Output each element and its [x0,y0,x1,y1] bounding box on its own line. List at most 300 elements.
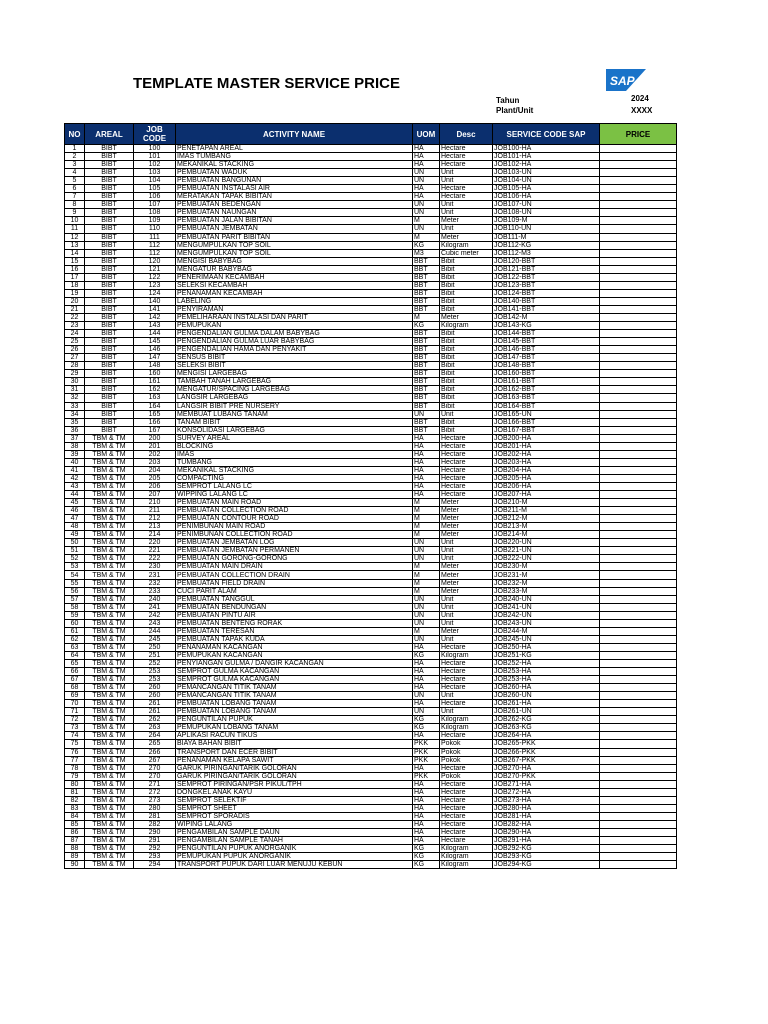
column-header-job-code: JOB CODE [134,124,176,145]
cell-price [600,531,677,539]
cell-uom: KG [413,716,440,724]
table-row [65,692,677,700]
cell-no: 27 [65,354,85,362]
cell-job-code: 142 [134,313,176,321]
cell-activity-name: PEMBUATAN INSTALASI AIR [176,185,413,193]
svg-text:SAP: SAP [610,74,635,88]
cell-activity-name: SEMPROT SELEKTIF [176,796,413,804]
cell-uom: HA [413,684,440,692]
table-row [65,676,677,684]
cell-activity-name: GARUK PIRINGAN/TARIK GOLORAN [176,764,413,772]
cell-uom: BBT [413,394,440,402]
cell-uom: BBT [413,281,440,289]
cell-service-code: JOB233-M [493,587,600,595]
cell-uom: BBT [413,362,440,370]
cell-areal: TBM & TM [85,491,134,499]
cell-uom: M [413,523,440,531]
cell-desc: Meter [440,515,493,523]
cell-price [600,748,677,756]
cell-service-code: JOB141-BBT [493,305,600,313]
cell-activity-name: PENANAMAN KACANGAN [176,643,413,651]
cell-activity-name: DONGKEL ANAK KAYU [176,788,413,796]
cell-service-code: JOB282-HA [493,820,600,828]
table-row [65,257,677,265]
table-row [65,386,677,394]
cell-areal: BIBT [85,209,134,217]
cell-service-code: JOB112-KG [493,241,600,249]
cell-no: 51 [65,547,85,555]
cell-no: 64 [65,651,85,659]
cell-job-code: 111 [134,233,176,241]
cell-areal: TBM & TM [85,684,134,692]
cell-activity-name: PENGENDALIAN GULMA DALAM BABYBAG [176,330,413,338]
cell-price [600,442,677,450]
cell-no: 21 [65,305,85,313]
cell-uom: HA [413,788,440,796]
cell-areal: TBM & TM [85,764,134,772]
cell-service-code: JOB109-M [493,217,600,225]
cell-job-code: 260 [134,692,176,700]
cell-uom: M [413,571,440,579]
table-row [65,555,677,563]
cell-price [600,692,677,700]
cell-no: 36 [65,426,85,434]
cell-areal: TBM & TM [85,499,134,507]
cell-price [600,756,677,764]
column-header-no: NO [65,124,85,145]
cell-job-code: 112 [134,249,176,257]
cell-price [600,732,677,740]
table-row [65,499,677,507]
cell-job-code: 262 [134,716,176,724]
cell-no: 19 [65,289,85,297]
cell-desc: Bibit [440,289,493,297]
cell-activity-name: PEMBUATAN GORONG-GORONG [176,555,413,563]
cell-uom: HA [413,466,440,474]
cell-areal: BIBT [85,289,134,297]
cell-service-code: JOB272-HA [493,788,600,796]
cell-service-code: JOB110-UN [493,225,600,233]
cell-areal: TBM & TM [85,651,134,659]
cell-activity-name: PEMBUATAN MAIN ROAD [176,499,413,507]
table-row [65,748,677,756]
cell-desc: Hectare [440,442,493,450]
cell-service-code: JOB100-HA [493,145,600,153]
cell-service-code: JOB102-HA [493,161,600,169]
cell-no: 88 [65,845,85,853]
cell-service-code: JOB260-UN [493,692,600,700]
table-row [65,322,677,330]
cell-areal: TBM & TM [85,434,134,442]
table-row [65,378,677,386]
cell-service-code: JOB263-KG [493,724,600,732]
cell-activity-name: PENGAMBILAN SAMPLE DAUN [176,828,413,836]
cell-desc: Bibit [440,273,493,281]
cell-job-code: 110 [134,225,176,233]
cell-activity-name: PEMBUATAN JALAN BIBITAN [176,217,413,225]
cell-activity-name: SEMPROT GULMA KACANGAN [176,676,413,684]
table-row [65,660,677,668]
cell-activity-name: SEMPROT LALANG LC [176,482,413,490]
cell-price [600,804,677,812]
cell-desc: Unit [440,708,493,716]
cell-activity-name: PEMUPUKAN KACANGAN [176,651,413,659]
cell-uom: UN [413,692,440,700]
table-row [65,153,677,161]
cell-uom: M [413,587,440,595]
cell-desc: Hectare [440,153,493,161]
cell-price [600,450,677,458]
cell-service-code: JOB291-HA [493,837,600,845]
cell-job-code: 232 [134,579,176,587]
cell-job-code: 107 [134,201,176,209]
cell-service-code: JOB250-HA [493,643,600,651]
cell-no: 14 [65,249,85,257]
cell-desc: Unit [440,177,493,185]
cell-service-code: JOB261-HA [493,700,600,708]
cell-uom: UN [413,619,440,627]
table-row [65,539,677,547]
cell-price [600,499,677,507]
cell-areal: TBM & TM [85,555,134,563]
cell-job-code: 267 [134,756,176,764]
cell-job-code: 145 [134,338,176,346]
cell-activity-name: MENGISI LARGEBAG [176,370,413,378]
cell-uom: HA [413,700,440,708]
cell-activity-name: SEMPROT SPORADIS [176,812,413,820]
cell-job-code: 233 [134,587,176,595]
cell-price [600,611,677,619]
cell-areal: BIBT [85,362,134,370]
cell-job-code: 143 [134,322,176,330]
cell-activity-name: PEMANCANGAN TITIK TANAM [176,692,413,700]
cell-uom: HA [413,193,440,201]
table-row [65,716,677,724]
cell-activity-name: BLOCKING [176,442,413,450]
cell-areal: TBM & TM [85,700,134,708]
cell-job-code: 245 [134,635,176,643]
cell-uom: HA [413,676,440,684]
cell-price [600,740,677,748]
table-row [65,515,677,523]
cell-areal: TBM & TM [85,450,134,458]
cell-price [600,193,677,201]
cell-service-code: JOB253-HA [493,668,600,676]
cell-price [600,161,677,169]
table-row [65,297,677,305]
cell-service-code: JOB270-PKK [493,772,600,780]
cell-service-code: JOB165-UN [493,410,600,418]
cell-activity-name: PEMBUATAN WADUK [176,169,413,177]
cell-service-code: JOB210-M [493,499,600,507]
cell-desc: Meter [440,499,493,507]
table-row [65,193,677,201]
cell-areal: TBM & TM [85,587,134,595]
cell-job-code: 166 [134,418,176,426]
cell-uom: BBT [413,289,440,297]
column-header-areal: AREAL [85,124,134,145]
cell-no: 4 [65,169,85,177]
cell-no: 81 [65,788,85,796]
cell-desc: Pokok [440,748,493,756]
cell-price [600,676,677,684]
cell-price [600,209,677,217]
cell-areal: BIBT [85,354,134,362]
cell-desc: Kilogram [440,322,493,330]
cell-price [600,386,677,394]
cell-activity-name: PEMBUATAN TERESAN [176,627,413,635]
cell-uom: BBT [413,330,440,338]
cell-areal: BIBT [85,249,134,257]
cell-service-code: JOB105-HA [493,185,600,193]
cell-desc: Kilogram [440,845,493,853]
cell-price [600,547,677,555]
cell-price [600,265,677,273]
cell-areal: TBM & TM [85,474,134,482]
cell-no: 71 [65,708,85,716]
cell-uom: HA [413,732,440,740]
cell-uom: HA [413,643,440,651]
cell-desc: Unit [440,539,493,547]
cell-no: 62 [65,635,85,643]
cell-job-code: 120 [134,257,176,265]
cell-price [600,434,677,442]
cell-desc: Bibit [440,386,493,394]
cell-areal: BIBT [85,145,134,153]
cell-desc: Kilogram [440,853,493,861]
cell-no: 24 [65,330,85,338]
cell-activity-name: PEMBUATAN FIELD DRAIN [176,579,413,587]
table-row [65,700,677,708]
cell-uom: M [413,531,440,539]
cell-desc: Hectare [440,837,493,845]
cell-job-code: 147 [134,354,176,362]
cell-no: 57 [65,595,85,603]
cell-service-code: JOB260-HA [493,684,600,692]
cell-job-code: 160 [134,370,176,378]
cell-no: 1 [65,145,85,153]
cell-areal: TBM & TM [85,547,134,555]
cell-job-code: 272 [134,788,176,796]
cell-service-code: JOB252-HA [493,660,600,668]
cell-no: 47 [65,515,85,523]
cell-no: 20 [65,297,85,305]
cell-price [600,153,677,161]
cell-price [600,603,677,611]
cell-no: 16 [65,265,85,273]
cell-no: 17 [65,273,85,281]
cell-activity-name: PEMBUATAN NAUNGAN [176,209,413,217]
table-row [65,354,677,362]
cell-areal: BIBT [85,378,134,386]
table-row [65,523,677,531]
cell-areal: BIBT [85,233,134,241]
cell-job-code: 294 [134,861,176,869]
cell-no: 63 [65,643,85,651]
cell-activity-name: TANAM BIBIT [176,418,413,426]
cell-no: 80 [65,780,85,788]
cell-areal: TBM & TM [85,861,134,869]
cell-desc: Unit [440,209,493,217]
cell-service-code: JOB294-KG [493,861,600,869]
cell-desc: Kilogram [440,724,493,732]
cell-uom: HA [413,780,440,788]
cell-uom: HA [413,474,440,482]
table-row [65,845,677,853]
cell-areal: BIBT [85,410,134,418]
cell-areal: BIBT [85,169,134,177]
cell-activity-name: TRANSPORT PUPUK DARI LUAR MENUJU KEBUN [176,861,413,869]
table-row [65,305,677,313]
cell-price [600,281,677,289]
cell-activity-name: TRANSPORT DAN ECER BIBIT [176,748,413,756]
table-row [65,458,677,466]
cell-uom: PKK [413,772,440,780]
cell-service-code: JOB108-UN [493,209,600,217]
cell-areal: TBM & TM [85,804,134,812]
cell-no: 89 [65,853,85,861]
cell-areal: BIBT [85,193,134,201]
cell-areal: TBM & TM [85,571,134,579]
cell-price [600,249,677,257]
cell-activity-name: PEMANCANGAN TITIK TANAM [176,684,413,692]
cell-uom: PKK [413,748,440,756]
cell-uom: UN [413,225,440,233]
cell-price [600,635,677,643]
table-row [65,434,677,442]
cell-uom: BBT [413,370,440,378]
cell-price [600,643,677,651]
cell-no: 54 [65,571,85,579]
cell-job-code: 207 [134,491,176,499]
cell-desc: Hectare [440,796,493,804]
cell-desc: Unit [440,410,493,418]
table-row [65,587,677,595]
table-row [65,217,677,225]
cell-no: 73 [65,724,85,732]
cell-desc: Unit [440,555,493,563]
cell-uom: M [413,563,440,571]
cell-activity-name: PENETAPAN AREAL [176,145,413,153]
cell-job-code: 281 [134,812,176,820]
table-row [65,571,677,579]
cell-activity-name: SENSUS BIBIT [176,354,413,362]
cell-desc: Hectare [440,788,493,796]
table-row [65,185,677,193]
service-price-table [64,123,677,869]
cell-desc: Kilogram [440,241,493,249]
cell-activity-name: COMPACTING [176,474,413,482]
cell-price [600,764,677,772]
cell-job-code: 253 [134,668,176,676]
cell-areal: TBM & TM [85,507,134,515]
cell-activity-name: PENANAMAN KECAMBAH [176,289,413,297]
cell-areal: TBM & TM [85,732,134,740]
cell-service-code: JOB162-BBT [493,386,600,394]
cell-job-code: 252 [134,660,176,668]
cell-job-code: 263 [134,724,176,732]
cell-price [600,313,677,321]
cell-activity-name: TUMBANG [176,458,413,466]
cell-price [600,853,677,861]
cell-service-code: JOB245-UN [493,635,600,643]
cell-job-code: 271 [134,780,176,788]
cell-service-code: JOB264-HA [493,732,600,740]
cell-price [600,346,677,354]
cell-service-code: JOB221-UN [493,547,600,555]
cell-uom: BBT [413,426,440,434]
cell-price [600,233,677,241]
cell-no: 30 [65,378,85,386]
cell-job-code: 164 [134,402,176,410]
cell-activity-name: PENYIANGAN GULMA / DANGIR KACANGAN [176,660,413,668]
cell-job-code: 270 [134,772,176,780]
tahun-label: Tahun [496,96,520,105]
cell-price [600,354,677,362]
cell-activity-name: IMAS TUMBANG [176,153,413,161]
cell-areal: BIBT [85,313,134,321]
cell-no: 79 [65,772,85,780]
cell-no: 72 [65,716,85,724]
cell-price [600,217,677,225]
cell-service-code: JOB160-BBT [493,370,600,378]
cell-activity-name: GARUK PIRINGAN/TARIK GOLORAN [176,772,413,780]
table-row [65,732,677,740]
cell-service-code: JOB143-KG [493,322,600,330]
cell-price [600,788,677,796]
table-row [65,410,677,418]
cell-uom: UN [413,169,440,177]
cell-service-code: JOB164-BBT [493,402,600,410]
table-row [65,708,677,716]
cell-service-code: JOB147-BBT [493,354,600,362]
cell-service-code: JOB273-HA [493,796,600,804]
cell-no: 50 [65,539,85,547]
cell-service-code: JOB270-HA [493,764,600,772]
cell-service-code: JOB293-KG [493,853,600,861]
cell-activity-name: LANGSIR BIBIT PRE NURSERY [176,402,413,410]
cell-uom: HA [413,482,440,490]
cell-uom: HA [413,161,440,169]
cell-price [600,330,677,338]
table-row [65,330,677,338]
cell-price [600,668,677,676]
cell-no: 9 [65,209,85,217]
cell-no: 12 [65,233,85,241]
cell-job-code: 103 [134,169,176,177]
cell-no: 87 [65,837,85,845]
cell-areal: TBM & TM [85,756,134,764]
cell-uom: HA [413,804,440,812]
cell-uom: HA [413,764,440,772]
cell-desc: Hectare [440,764,493,772]
table-row [65,820,677,828]
cell-desc: Hectare [440,804,493,812]
table-row [65,426,677,434]
cell-service-code: JOB121-BBT [493,265,600,273]
cell-job-code: 104 [134,177,176,185]
table-row [65,595,677,603]
table-row [65,466,677,474]
cell-job-code: 124 [134,289,176,297]
cell-no: 49 [65,531,85,539]
cell-price [600,185,677,193]
table-row [65,289,677,297]
cell-areal: TBM & TM [85,442,134,450]
cell-price [600,289,677,297]
cell-uom: KG [413,241,440,249]
cell-job-code: 106 [134,193,176,201]
